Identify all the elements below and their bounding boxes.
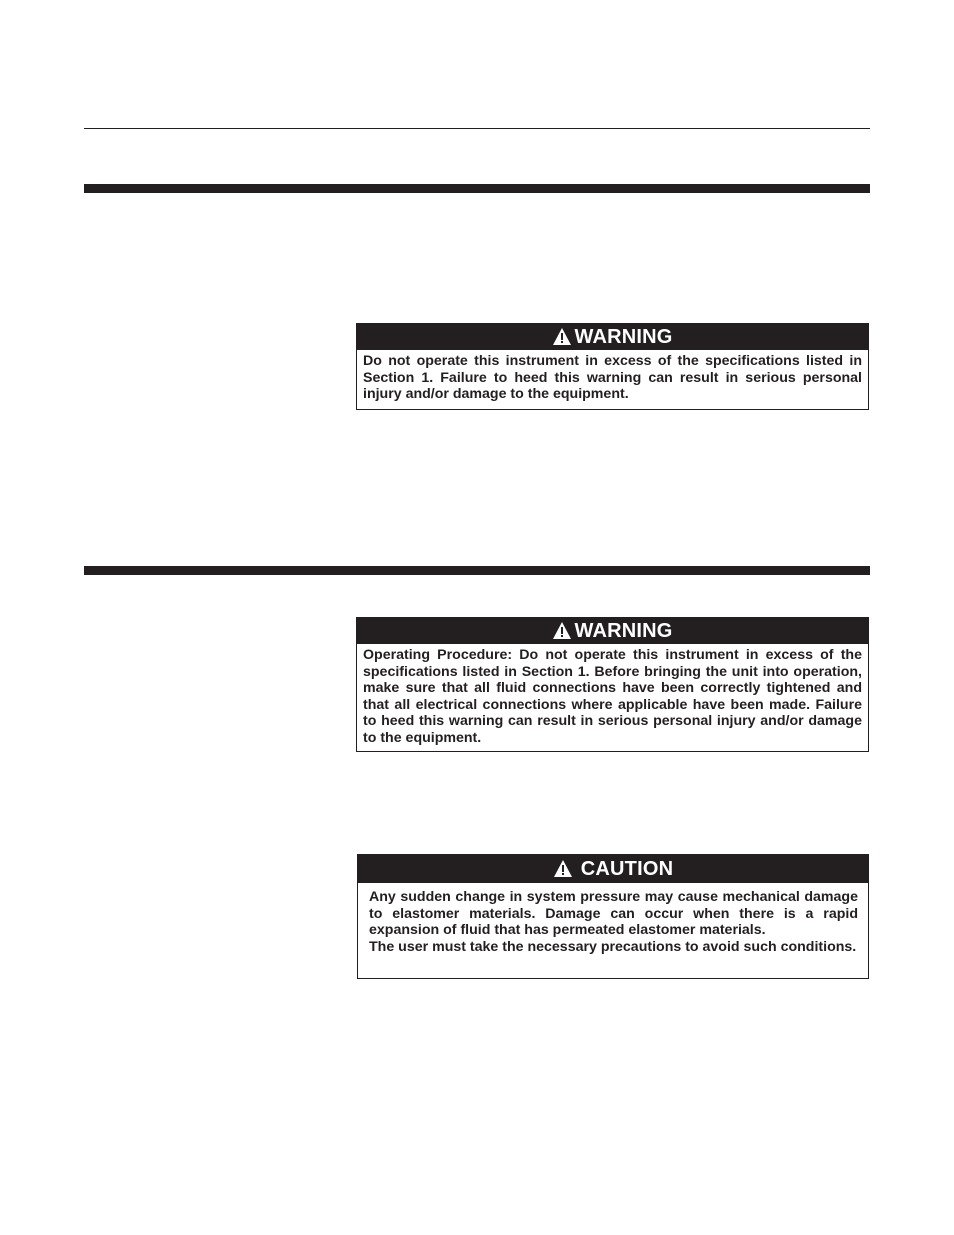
warning-text-1: Do not operate this instrument in excess of the specifications listed in Section 1. Failure to heed this warning can result in serious personal injury and/or damage to the equipment.	[363, 353, 862, 402]
section-divider-bar	[84, 184, 870, 193]
caution-triangle-icon	[553, 859, 573, 878]
warning-title-1: WARNING	[574, 325, 673, 348]
warning-title-2: WARNING	[574, 619, 673, 642]
caution-text-2: The user must take the necessary precautions to avoid such conditions.	[369, 938, 857, 955]
warning-box-1	[356, 323, 869, 410]
caution-text-1: Any sudden change in system pressure may cause mechanical damage to elastomer materials. Damage can occur when there is a rapid expansion of fluid that has permeated elastomer materials.	[369, 889, 858, 938]
warning-text-2: Operating Procedure: Do not operate this instrument in excess of the specifications listed in Section 1. Before bringing the unit into operation, make sure that all fluid connections have been correctly tightened and that all electrical connections where applicable have been made. Failure to heed this warning can result in serious personal injury and/or damage to the equipment.	[363, 647, 862, 746]
caution-header	[358, 855, 868, 883]
caution-box	[357, 854, 869, 979]
warning-body-1	[357, 350, 868, 406]
header-rule	[84, 128, 870, 129]
warning-triangle-icon	[552, 327, 572, 346]
section-divider-bar	[84, 566, 870, 575]
warning-header-2	[357, 618, 868, 644]
caution-body	[358, 883, 868, 960]
warning-triangle-icon	[552, 621, 572, 640]
warning-box-2	[356, 617, 869, 752]
warning-header-1	[357, 324, 868, 350]
warning-body-2	[357, 644, 868, 749]
caution-title: CAUTION	[580, 857, 674, 880]
